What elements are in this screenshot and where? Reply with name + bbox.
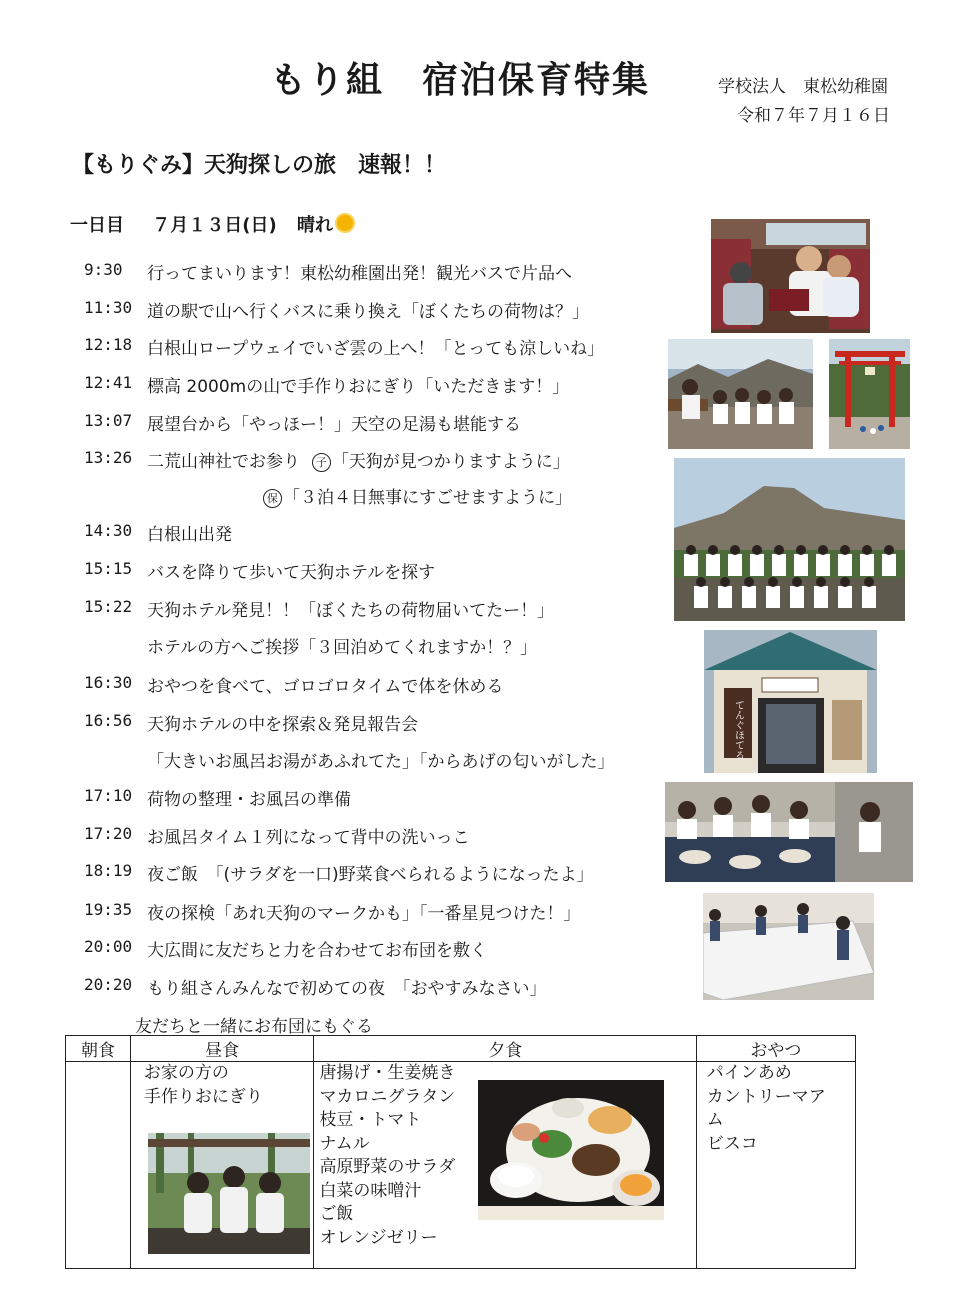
- section-heading: 【もりぐみ】天狗探しの旅 速報！！: [72, 153, 447, 178]
- schedule-time: 20:00: [84, 937, 133, 956]
- futon-photo: [703, 893, 874, 1000]
- dinner-item: マカロニグラタン: [319, 1086, 456, 1107]
- schedule-text: 天狗ホテルの中を探索＆発見報告会: [147, 715, 419, 735]
- schedule-text: 「天狗が見つかりますように」: [331, 452, 570, 472]
- meal-header-dinner: 夕食: [314, 1036, 696, 1062]
- dinner-children-photo: [665, 782, 913, 882]
- meal-header-lunch: 昼食: [130, 1036, 314, 1062]
- group-mountain-photo: [674, 458, 905, 621]
- snack-item: ム: [706, 1110, 724, 1130]
- schedule-time: 16:30: [84, 673, 133, 692]
- dinner-item: 白菜の味噌汁: [319, 1180, 422, 1201]
- staff-mark-icon: 保: [263, 489, 282, 508]
- schedule-text: バスを降りて歩いて天狗ホテルを探す: [147, 563, 436, 583]
- schedule-note: 友だちと一緒にお布団にもぐる: [135, 1017, 373, 1037]
- schedule-text: 「大きいお風呂お湯があふれてた」「からあげの匂いがした」: [147, 752, 615, 772]
- meal-cell-breakfast: [66, 1062, 131, 1269]
- meal-cell-lunch: [130, 1062, 314, 1269]
- schedule-time: 15:22: [84, 597, 133, 616]
- schedule-time: 13:26: [84, 448, 133, 467]
- schedule-time: 12:41: [84, 373, 133, 392]
- schedule-text: 二荒山神社でお参り: [147, 452, 300, 472]
- schedule-time: 9:30: [84, 260, 123, 279]
- schedule-time: 13:07: [84, 411, 133, 430]
- schedule-time: 16:56: [84, 711, 133, 730]
- lunch-item: 手作りおにぎり: [143, 1086, 263, 1107]
- school-name: 学校法人 東松幼稚園: [718, 77, 888, 97]
- hotel-sign-text: てんぐほてる: [732, 700, 744, 760]
- schedule-text: ホテルの方へご挨拶「３回泊めてくれますか！？」: [147, 638, 538, 658]
- schedule-text: 展望台から「やっほー！」天空の足湯も堪能する: [147, 415, 521, 435]
- schedule-text: おやつを食べて、ゴロゴロタイムで体を休める: [147, 677, 504, 697]
- schedule-text: 白根山出発: [147, 525, 232, 545]
- day-date: ７月１３日(日): [152, 215, 277, 236]
- dinner-plate-photo: [478, 1080, 664, 1220]
- snack-item: カントリーマア: [706, 1086, 826, 1107]
- dinner-item: 唐揚げ・生姜焼き: [319, 1063, 456, 1083]
- snack-item: ビスコ: [706, 1133, 758, 1154]
- schedule-text: もり組さんみんなで初めての夜 「おやすみなさい」: [147, 979, 547, 999]
- dinner-item: 高原野菜のサラダ: [319, 1157, 456, 1177]
- meal-header-snack: おやつ: [696, 1036, 855, 1062]
- day-label: 一日目: [70, 215, 124, 236]
- schedule-time: 14:30: [84, 521, 133, 540]
- schedule-text: 行ってまいります！東松幼稚園出発！観光バスで片品へ: [147, 264, 572, 284]
- schedule-text: 「３泊４日無事にすごせますように」: [283, 488, 572, 508]
- schedule-text: 白根山ロープウェイでいざ雲の上へ！「とっても涼しいね」: [147, 339, 605, 359]
- schedule-time: 17:10: [84, 786, 133, 805]
- bus-photo: [711, 219, 870, 333]
- schedule-time: 15:15: [84, 559, 133, 578]
- footbath-photo: [668, 339, 813, 449]
- schedule-text: 夜の探検「あれ天狗のマークかも」「一番星見つけた！」: [147, 904, 581, 924]
- meal-table: [65, 1035, 856, 1269]
- schedule-time: 12:18: [84, 335, 133, 354]
- schedule-text: 夜ご飯 「(サラダを一口)野菜食べられるようになったよ」: [147, 865, 594, 885]
- schedule-time: 20:20: [84, 975, 133, 994]
- schedule-text: お風呂タイム１列になって背中の洗いっこ: [147, 828, 470, 848]
- lunch-item: お家の方の: [143, 1063, 229, 1083]
- lunch-children-photo: [148, 1133, 310, 1254]
- dinner-item: ナムル: [319, 1133, 370, 1154]
- child-mark-icon: 子: [312, 453, 331, 472]
- schedule-text: 大広間に友だちと力を合わせてお布団を敷く: [147, 941, 487, 961]
- dinner-item: オレンジゼリー: [319, 1227, 438, 1248]
- issue-date: 令和７年７月１６日: [737, 106, 890, 126]
- schedule-time: 11:30: [84, 298, 133, 317]
- schedule-text: 荷物の整理・お風呂の準備: [147, 790, 351, 810]
- meal-cell-snack: [696, 1062, 855, 1269]
- snack-item: パインあめ: [706, 1063, 792, 1083]
- schedule-time: 19:35: [84, 900, 133, 919]
- schedule-text: 道の駅で山へ行くバスに乗り換え「ぼくたちの荷物は？」: [147, 302, 589, 322]
- dinner-item: ご飯: [319, 1204, 354, 1224]
- meal-header-breakfast: 朝食: [66, 1036, 131, 1062]
- page-title: もり組 宿泊保育特集: [269, 60, 650, 101]
- day-weather: 晴れ: [297, 215, 334, 236]
- meal-cell-dinner: [314, 1062, 696, 1269]
- hotel-entrance-photo: [704, 630, 877, 773]
- schedule-time: 17:20: [84, 824, 133, 843]
- day-heading: [70, 211, 355, 237]
- shrine-torii-photo: [829, 339, 910, 449]
- sun-icon: [335, 213, 355, 233]
- schedule-text: 天狗ホテル発見！！「ぼくたちの荷物届いてたー！」: [147, 601, 555, 621]
- schedule-time: 18:19: [84, 861, 133, 880]
- schedule-text: 標高 2000mの山で手作りおにぎり「いただきます！」: [147, 377, 570, 397]
- dinner-item: 枝豆・トマト: [319, 1110, 422, 1130]
